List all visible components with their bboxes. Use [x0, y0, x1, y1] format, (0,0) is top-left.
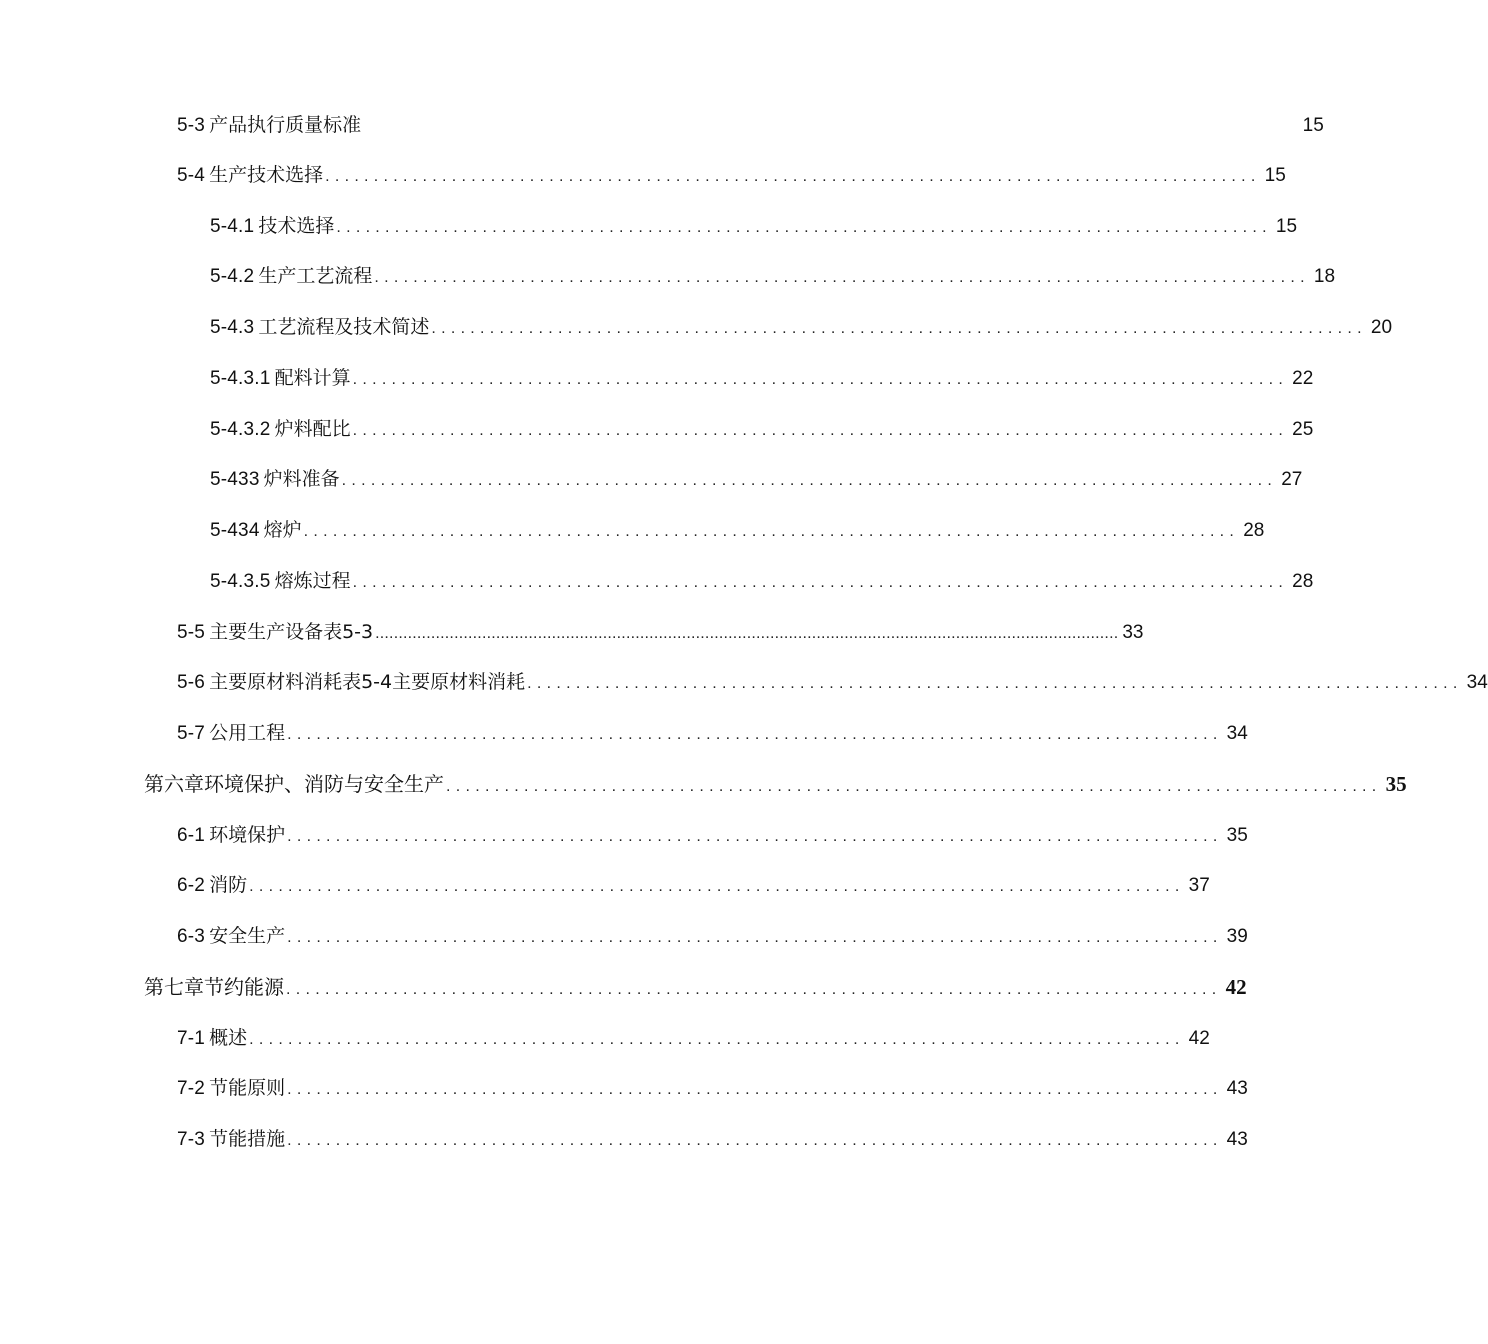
toc-leader-dots: ................................................................................................................................................................: [375, 625, 1119, 642]
toc-leader-dots: ................................................................................................: [287, 929, 1223, 946]
toc-entry-title: 节能措施: [209, 1128, 286, 1150]
toc-entry-title: 环境保护: [209, 824, 286, 846]
toc-entry[interactable]: [177, 617, 1144, 647]
toc-leader-dots: ................................................................................................: [446, 778, 1382, 795]
toc-leader-dots: ................................................................................................: [336, 219, 1272, 236]
toc-page-number: 34: [1226, 723, 1248, 744]
toc-leader-dots: ................................................................................................: [325, 168, 1261, 185]
toc-entry-title: 主要原材料消耗表5-4主要原材料消耗: [209, 671, 526, 693]
toc-page-number: 25: [1292, 419, 1314, 440]
toc-entry[interactable]: [210, 312, 1393, 342]
toc-leader-dots: ................................................................................................: [287, 828, 1223, 845]
toc-entry[interactable]: [177, 667, 1488, 697]
toc-entry[interactable]: [210, 414, 1314, 444]
toc-page-number: 35: [1385, 772, 1407, 796]
toc-page-number: 15: [1302, 115, 1324, 136]
toc-entry-number: 5-7: [177, 723, 206, 744]
toc-page-number: 18: [1313, 266, 1336, 287]
toc-entry[interactable]: [177, 921, 1248, 951]
toc-leader-dots: ................................................................................................: [249, 878, 1185, 895]
toc-entry-number: 6-1: [177, 825, 206, 846]
toc-entry[interactable]: [177, 160, 1286, 190]
toc-entry-number: 5-434: [210, 520, 260, 541]
toc-entry-title: 炉料准备: [263, 468, 340, 490]
toc-leader-dots: ................................................................................................: [352, 371, 1289, 388]
toc-page-number: 33: [1122, 622, 1144, 643]
toc-entry-title: 概述: [209, 1027, 248, 1049]
toc-page-number: 42: [1188, 1028, 1210, 1049]
toc-entry-title: 主要生产设备表5-3: [209, 621, 374, 643]
toc-leader-dots: ................................................................................................: [287, 1132, 1223, 1149]
toc-entry-number: 6-2: [177, 875, 206, 896]
toc-chapter-title: 第六章环境保护、消防与安全生产: [144, 772, 444, 796]
toc-entry-title: 安全生产: [209, 925, 286, 947]
toc-leader-dots: ................................................................................................: [431, 320, 1367, 337]
toc-page-number: 28: [1243, 520, 1265, 541]
toc-entry[interactable]: [210, 464, 1303, 494]
toc-chapter-entry[interactable]: [144, 769, 1407, 799]
toc-leader-dots: ................................................................................................: [249, 1031, 1185, 1048]
toc-entry-title: 产品执行质量标准: [209, 114, 362, 136]
toc-entry-number: 6-3: [177, 926, 206, 947]
toc-entry-number: 5-4: [177, 165, 206, 186]
toc-page-number: 39: [1226, 926, 1248, 947]
toc-page-number: 20: [1370, 317, 1393, 338]
toc-entry-number: 5-4.3.5: [210, 571, 271, 592]
toc-entry-title: 工艺流程及技术简述: [258, 316, 430, 338]
toc-entry-number: 5-4.3.1: [210, 368, 271, 389]
toc-entry-title: 技术选择: [258, 215, 335, 237]
toc-entry-title: 熔炼过程: [274, 570, 351, 592]
toc-entry[interactable]: [177, 110, 1324, 140]
toc-entry-number: 5-4.1: [210, 216, 255, 237]
toc-entry[interactable]: [210, 261, 1336, 291]
toc-leader-dots: ................................................................................................: [352, 422, 1289, 439]
toc-page-number: 43: [1226, 1129, 1248, 1150]
toc-entry-number: 7-1: [177, 1028, 206, 1049]
toc-entry-number: 5-4.2: [210, 266, 255, 287]
toc-entry-number: 7-3: [177, 1129, 206, 1150]
toc-chapter-entry[interactable]: [144, 972, 1247, 1002]
toc-chapter-title: 第七章节约能源: [144, 975, 284, 999]
toc-entry-number: 5-3: [177, 115, 206, 136]
toc-leader-dots: ................................................................................................: [527, 675, 1463, 692]
toc-page-number: 42: [1225, 975, 1247, 999]
toc-entry-number: 5-4.3.2: [210, 419, 271, 440]
toc-leader-dots: ................................................................................................: [341, 472, 1278, 489]
toc-entry-title: 消防: [209, 874, 248, 896]
toc-page-number: 22: [1292, 368, 1314, 389]
toc-entry[interactable]: [210, 363, 1314, 393]
toc-page-number: 43: [1226, 1078, 1248, 1099]
toc-entry-title: 公用工程: [209, 722, 286, 744]
toc-entry-number: 5-4.3: [210, 317, 255, 338]
toc-entry[interactable]: [177, 1124, 1248, 1154]
toc-entry-number: 7-2: [177, 1078, 206, 1099]
toc-entry[interactable]: [177, 718, 1248, 748]
toc-leader-dots: ................................................................................................: [352, 574, 1289, 591]
toc-page-number: 35: [1226, 825, 1248, 846]
toc-entry-number: 5-433: [210, 469, 260, 490]
toc-entry[interactable]: [177, 870, 1210, 900]
toc-entry[interactable]: [210, 211, 1298, 241]
toc-leader-dots: ................................................................................................: [287, 726, 1223, 743]
toc-leader-dots: ................................................................................................: [287, 1081, 1223, 1098]
toc-entry-title: 生产工艺流程: [258, 265, 373, 287]
toc-page-number: 15: [1264, 165, 1286, 186]
toc-entry[interactable]: [177, 1023, 1210, 1053]
toc-page-number: 27: [1281, 469, 1303, 490]
toc-page-number: 28: [1292, 571, 1314, 592]
toc-entry[interactable]: [177, 1073, 1248, 1103]
toc-leader-dots: ................................................................................................: [286, 981, 1222, 998]
toc-page-number: 15: [1275, 216, 1298, 237]
toc-entry-title: 炉料配比: [274, 418, 351, 440]
toc-page-number: 37: [1188, 875, 1210, 896]
toc-entry[interactable]: [210, 566, 1314, 596]
toc-entry-title: 节能原则: [209, 1077, 286, 1099]
toc-leader-dots: ................................................................................................: [374, 269, 1310, 286]
toc-entry-title: 熔炉: [263, 519, 302, 541]
toc-entry-number: 5-6: [177, 672, 206, 693]
toc-entry-number: 5-5: [177, 622, 206, 643]
toc-entry[interactable]: [177, 820, 1248, 850]
toc-entry-title: 配料计算: [274, 367, 351, 389]
toc-leader-dots: ................................................................................................: [303, 523, 1240, 540]
toc-entry-title: 生产技术选择: [209, 164, 324, 186]
toc-page-number: 34: [1466, 672, 1488, 693]
toc-entry[interactable]: [210, 515, 1265, 545]
